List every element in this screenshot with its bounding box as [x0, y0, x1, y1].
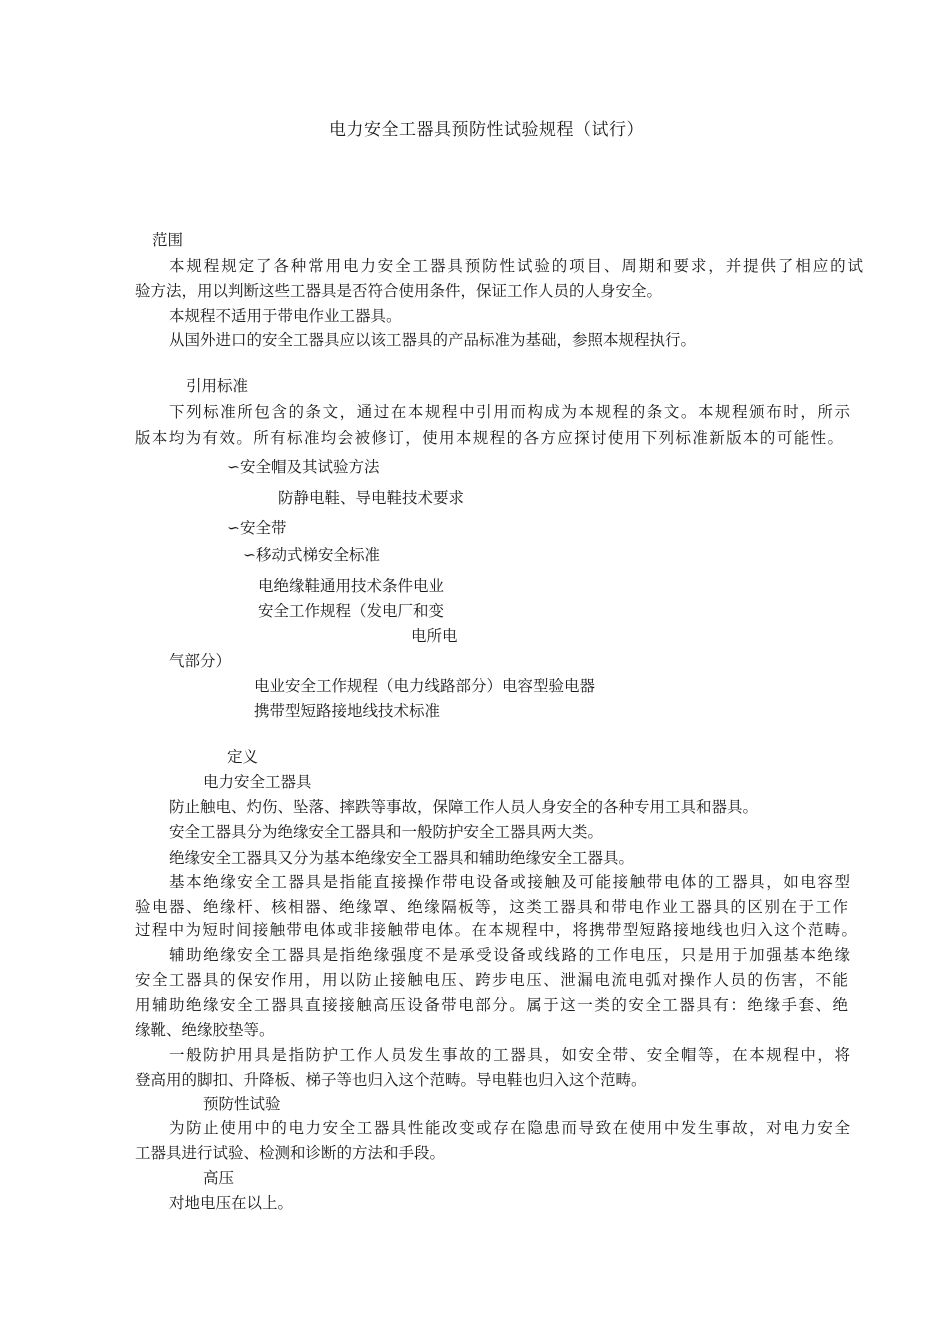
reference-item: 电绝缘鞋通用技术条件电业: [258, 577, 445, 595]
paragraph-line: 辅助绝缘安全工器具是指绝缘强度不是承受设备或线路的工作电压，只是用于加强基本绝缘: [169, 946, 850, 964]
paragraph-line: 本规程不适用于带电作业工器具。: [169, 307, 402, 325]
paragraph-line: 登高用的脚扣、升降板、梯子等也归入这个范畴。导电鞋也归入这个范畴。: [135, 1071, 647, 1089]
reference-item: 电业安全工作规程（电力线路部分）电容型验电器: [254, 677, 596, 695]
section-heading-scope: 范围: [152, 231, 184, 249]
reference-item: ∽安全带: [227, 519, 287, 537]
section-heading-definitions: 定义: [227, 748, 259, 766]
reference-item: 安全工作规程（发电厂和变: [258, 602, 445, 620]
paragraph-line: 工器具进行试验、检测和诊断的方法和手段。: [135, 1144, 446, 1162]
paragraph-line: 绝缘安全工器具又分为基本绝缘安全工器具和辅助绝缘安全工器具。: [169, 849, 635, 867]
page-title: 电力安全工器具预防性试验规程（试行）: [329, 120, 644, 140]
paragraph-line: 缘靴、绝缘胶垫等。: [135, 1021, 275, 1039]
paragraph-line: 过程中为短时间接触带电体或非接触带电体。在本规程中，将携带型短路接地线也归入这个范畴。: [135, 921, 857, 939]
subheading: 预防性试验: [203, 1095, 281, 1113]
paragraph-line: 对地电压在以上。: [169, 1194, 294, 1212]
paragraph-line: 为防止使用中的电力安全工器具性能改变或存在隐患而导致在使用中发生事故，对电力安全: [169, 1119, 850, 1137]
subheading: 电力安全工器具: [203, 773, 312, 791]
subheading: 高压: [203, 1169, 235, 1187]
reference-item: ∽移动式梯安全标准: [243, 546, 380, 564]
paragraph-line: 一般防护用具是指防护工作人员发生事故的工器具，如安全带、安全帽等，在本规程中，将: [169, 1046, 850, 1064]
paragraph-line: 从国外进口的安全工器具应以该工器具的产品标准为基础，参照本规程执行。: [169, 331, 697, 349]
reference-item: 防静电鞋、导电鞋技术要求: [278, 489, 465, 507]
reference-item: 气部分）: [169, 652, 232, 670]
reference-item: ∽安全帽及其试验方法: [227, 458, 380, 476]
paragraph-line: 安全工器具分为绝缘安全工器具和一般防护安全工器具两大类。: [169, 823, 604, 841]
reference-item: 电所电: [411, 627, 458, 645]
paragraph-line: 验电器、绝缘杆、核相器、绝缘罩、绝缘隔板等，这类工器具和带电作业工器具的区别在于工作: [135, 898, 848, 916]
paragraph-line: 本规程规定了各种常用电力安全工器具预防性试验的项目、周期和要求，并提供了相应的试: [169, 257, 863, 275]
paragraph-line: 版本均为有效。所有标准均会被修订，使用本规程的各方应探讨使用下列标准新版本的可能性。: [135, 429, 843, 447]
paragraph-line: 下列标准所包含的条文，通过在本规程中引用而构成为本规程的条文。本规程颁布时，所示: [169, 403, 850, 421]
reference-item: 携带型短路接地线技术标准: [254, 702, 441, 720]
paragraph-line: 基本绝缘安全工器具是指能直接操作带电设备或接触及可能接触带电体的工器具，如电容型: [169, 873, 850, 891]
paragraph-line: 防止触电、灼伤、坠落、摔跌等事故，保障工作人员人身安全的各种专用工具和器具。: [169, 798, 759, 816]
paragraph-line: 安全工器具的保安作用，用以防止接触电压、跨步电压、泄漏电流电弧对操作人员的伤害，不能: [135, 971, 848, 989]
paragraph-line: 验方法，用以判断这些工器具是否符合使用条件，保证工作人员的人身安全。: [135, 282, 663, 300]
section-heading-references: 引用标准: [186, 377, 249, 395]
paragraph-line: 用辅助绝缘安全工器具直接接触高压设备带电部分。属于这一类的安全工器具有：绝缘手套、绝: [135, 996, 848, 1014]
